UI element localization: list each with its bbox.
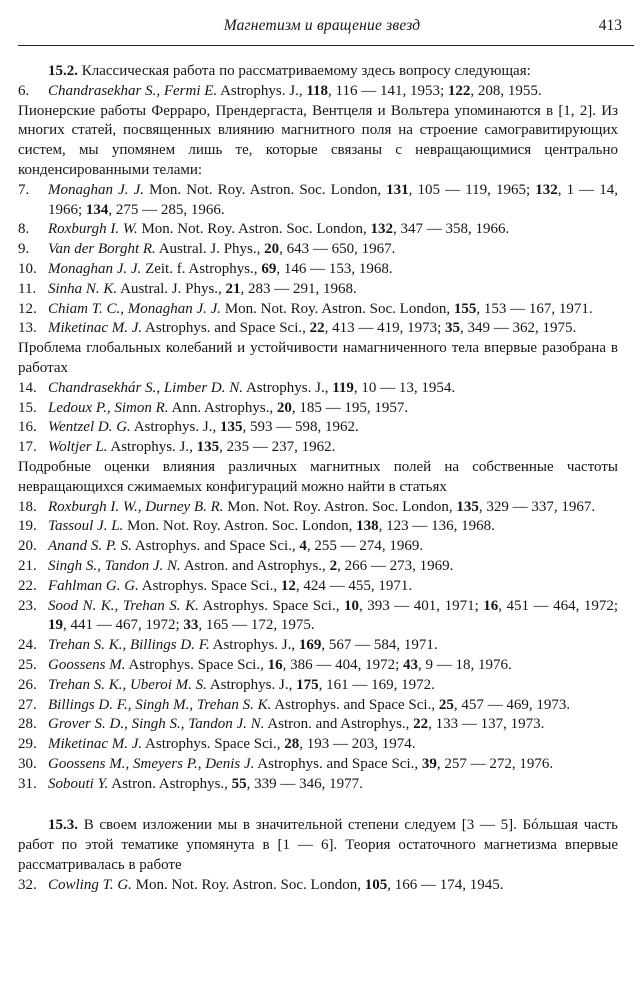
reference-pages: , 193 — 203, 1974. [299,736,416,753]
reference-number: 15. [18,399,37,416]
reference-volume: 131 [386,181,409,198]
reference-volume: 25 [438,696,454,713]
reference-pages: , 235 — 237, 1962. [219,439,336,456]
reference-pages: , 567 — 584, 1971. [321,637,438,654]
reference-pages: , 116 — 141, 1953; [328,82,448,99]
reference-volume: 10 [343,597,359,614]
reference-volume: 132 [370,221,394,238]
reference-authors: Billings D. F., Singh M., Trehan S. K. [48,696,272,713]
reference-journal: Mon. Not. Roy. Astron. Soc. London, [223,498,457,515]
reference-authors: Van der Borght R. [48,241,156,258]
reference-volume: 155 [453,300,477,317]
reference-entry [18,715,618,735]
reference-entry [18,735,618,755]
reference-pages: , 208, 1955. [470,82,542,99]
reference-journal: Astron. Astrophys., [108,775,232,792]
reference-volume: 132 [535,181,558,198]
reference-authors: Sobouti Y. [48,775,109,792]
reference-pages: , 441 — 467, 1972; [63,617,184,634]
reference-pages: , 161 — 169, 1972. [318,676,435,693]
reference-authors: Trehan S. K., Uberoi M. S. [48,676,207,693]
reference-entry [18,300,618,320]
ref-group-2 [18,181,618,339]
reference-authors: Wentzel D. G. [48,419,131,436]
reference-authors: Roxburgh I. W. [48,221,138,238]
reference-number: 21. [18,557,37,574]
reference-number: 7. [18,181,30,198]
reference-entry [18,636,618,656]
running-title: Магнетизм и вращение звезд [223,17,421,34]
section-15-3-text: В своем изложении мы в значительной степени следуем [3 — 5]. Бóльшая часть работ по этой тематике упомянута в [1 — 6]. Теория остаточного магнетизма впервые рассматривалась в работе [18,817,618,874]
reference-authors: Ledoux P., Simon R. [48,399,169,416]
reference-pages: , 9 — 18, 1976. [418,656,512,673]
reference-entry [18,280,618,300]
reference-number: 18. [18,498,37,515]
reference-pages: , 275 — 285, 1966. [108,201,225,218]
reference-authors: Goossens M., Smeyers P., Denis J. [48,755,255,772]
reference-pages: , 347 — 358, 1966. [393,221,510,238]
reference-number: 29. [18,736,37,753]
ref-group-1 [18,82,618,102]
running-header [22,17,622,39]
section-intro-text: Классическая работа по рассматриваемому здесь вопросу следующая: [81,63,531,79]
reference-number: 19. [18,518,37,535]
reference-number: 24. [18,637,37,654]
reference-authors: Tassoul J. L. [48,518,124,535]
reference-pages: , 451 — 464, 1972; [498,597,619,614]
reference-journal: Astrophys. and Space Sci., [254,755,422,772]
reference-authors: Chandrasekhar S., Fermi E. [48,82,218,99]
reference-entry [18,517,618,537]
reference-number: 8. [18,221,30,238]
reference-journal: Mon. Not. Roy. Astron. Soc. London, [221,300,454,317]
reference-authors: Anand S. P. S. [48,538,132,555]
reference-volume: 12 [280,577,296,594]
reference-authors: Trehan S. K., Billings D. F. [48,637,210,654]
reference-pages: , 643 — 650, 1967. [279,241,396,258]
reference-journal: Astrophys. J., [217,82,307,99]
reference-entry [18,755,618,775]
reference-journal: Astron. and Astrophys., [264,716,414,733]
reference-authors: Chandrasekhár S., Limber D. N. [48,379,244,396]
page-body [18,62,618,896]
ref-group-3 [18,379,618,458]
reference-entry [18,260,618,280]
reference-number: 22. [18,577,37,594]
reference-journal: Austral. J. Phys., [117,280,226,297]
reference-entry [18,220,618,240]
reference-authors: Monaghan J. J. [48,181,144,198]
reference-volume: 22 [309,320,325,337]
reference-journal: Astrophys. J., [130,419,220,436]
reference-number: 31. [18,775,37,792]
reference-entry [18,240,618,260]
reference-pages: , 153 — 167, 1971. [476,300,593,317]
reference-journal: Astrophys. Space Sci., [138,577,281,594]
reference-authors: Grover S. D., Singh S., Tandon J. N. [48,716,265,733]
reference-pages: , 105 — 119, 1965; [408,181,536,198]
reference-entry [18,676,618,696]
reference-journal: Astrophys. and Space Sci., [142,320,310,337]
reference-number: 6. [18,82,30,99]
section-15-3-intro [18,816,618,875]
reference-pages: , 185 — 195, 1957. [291,399,409,416]
reference-authors: Goossens M. [48,656,126,673]
reference-volume: 2 [329,557,338,574]
ref-group-4 [18,498,618,795]
header-rule [18,45,634,46]
reference-pages: , 329 — 337, 1967. [478,498,596,515]
reference-pages: , 255 — 274, 1969. [306,538,424,555]
reference-volume: 28 [284,736,300,753]
reference-entry [18,577,618,597]
reference-pages: , 166 — 174, 1945. [387,876,504,893]
reference-journal: Ann. Astrophys., [168,399,277,416]
reference-journal: Astrophys. and Space Sci., [131,538,300,555]
reference-authors: Miketinac M. J. [48,736,143,753]
reference-journal: Astrophys. J., [206,676,297,693]
reference-volume: 175 [296,676,319,693]
reference-journal: Astrophys. J., [243,379,333,396]
reference-authors: Fahlman G. G. [48,577,139,594]
section-number: 15.3. [48,817,78,834]
reference-pages: , 283 — 291, 1968. [240,280,357,297]
section-number: 15.2. [48,63,78,79]
reference-volume: 135 [196,439,220,456]
reference-authors: Miketinac M. J. [48,320,143,337]
reference-entry [18,438,618,458]
reference-number: 28. [18,716,37,733]
reference-volume: 16 [267,656,283,673]
reference-pages: , 349 — 362, 1975. [460,320,577,337]
reference-pages: , 266 — 273, 1969. [337,557,454,574]
reference-journal: Zeit. f. Astrophys., [141,260,262,277]
reference-authors: Cowling T. G. [48,876,132,893]
reference-entry [18,557,618,577]
reference-authors: Sinha N. K. [48,280,118,297]
reference-pages: , 123 — 136, 1968. [378,518,495,535]
reference-pages: , 146 — 153, 1968. [276,260,393,277]
reference-entry [18,696,618,716]
reference-entry [18,82,618,102]
paragraph-after-ref-13: Проблема глобальных колебаний и устойчивости намагниченного тела впервые разобрана в работах [18,340,618,376]
reference-entry [18,498,618,518]
reference-number: 25. [18,656,37,673]
reference-pages: , 386 — 404, 1972; [282,656,403,673]
reference-journal: Austral. J. Phys., [155,241,265,258]
reference-journal: Mon. Not. Roy. Astron. Soc. London, [144,181,387,198]
reference-entry [18,399,618,419]
reference-journal: Mon. Not. Roy. Astron. Soc. London, [123,518,357,535]
reference-journal: Mon. Not. Roy. Astron. Soc. London, [131,876,365,893]
reference-authors: Roxburgh I. W., Durney B. R. [48,498,224,515]
reference-volume: 105 [364,876,388,893]
reference-entry [18,876,618,896]
reference-entry [18,537,618,557]
reference-number: 17. [18,439,37,456]
reference-authors: Monaghan J. J. [48,260,142,277]
reference-number: 16. [18,419,37,436]
reference-journal: Astrophys. J., [107,439,197,456]
reference-pages: , 165 — 172, 1975. [198,617,315,634]
reference-journal: Astrophys. Space Sci., [142,736,285,753]
reference-volume: 43 [403,656,418,673]
reference-number: 27. [18,696,37,713]
reference-journal: Astrophys. and Space Sci., [271,696,439,713]
paragraph-after-ref-17: Подробные оценки влияния различных магнитных полей на собственные частоты невращающихся сжимаемых конфигураций можно найти в статьях [18,458,618,495]
reference-entry [18,379,618,399]
reference-volume: 19 [48,617,63,634]
reference-volume: 119 [332,379,354,396]
reference-volume: 33 [183,617,199,634]
reference-pages: , 1 — 14, 1966; [48,181,619,218]
reference-number: 23. [18,597,37,614]
ref-group-5 [18,876,618,896]
reference-volume: 35 [445,320,461,337]
page-number: 413 [598,17,622,34]
reference-volume: 135 [456,498,479,515]
reference-volume: 55 [231,775,247,792]
reference-authors: Singh S., Tandon J. N. [48,557,181,574]
reference-number: 14. [18,379,37,396]
reference-authors: Chiam T. C., Monaghan J. J. [48,300,222,317]
reference-volume: 134 [85,201,109,218]
reference-number: 12. [18,300,37,317]
reference-volume: 16 [483,597,499,614]
section-gap [18,794,618,816]
reference-volume: 122 [447,82,471,99]
reference-volume: 118 [306,82,329,99]
reference-entry [18,181,618,221]
reference-journal: Astrophys. J., [209,637,299,654]
reference-volume: 39 [421,755,437,772]
reference-journal: Astrophys. Space Sci., [125,656,268,673]
reference-pages: , 10 — 13, 1954. [353,379,456,396]
reference-number: 9. [18,241,30,258]
reference-number: 32. [18,876,37,893]
reference-pages: , 593 — 598, 1962. [242,419,359,436]
reference-entry [18,656,618,676]
reference-journal: Astron. and Astrophys., [180,557,330,574]
reference-pages: , 339 — 346, 1977. [246,775,363,792]
reference-journal: Mon. Not. Roy. Astron. Soc. London, [137,221,371,238]
reference-journal: Astrophys. Space Sci., [198,597,344,614]
reference-number: 10. [18,260,37,277]
reference-number: 26. [18,676,37,693]
reference-entry [18,319,618,339]
section-15-2-intro [18,62,618,82]
reference-volume: 4 [299,538,307,555]
reference-pages: , 393 — 401, 1971; [358,597,484,614]
reference-entry [18,597,618,637]
reference-number: 20. [18,538,37,555]
reference-entry [18,418,618,438]
reference-volume: 169 [298,637,322,654]
reference-volume: 138 [356,518,379,535]
reference-pages: , 424 — 455, 1971. [295,577,413,594]
reference-volume: 21 [225,280,241,297]
reference-pages: , 133 — 137, 1973. [428,716,545,733]
reference-authors: Woltjer L. [48,439,108,456]
reference-entry [18,775,618,795]
paragraph-after-ref-6: Пионерские работы Ферраро, Прендергаста, Вентцеля и Вольтера упоминаются в [1, 2]. Из многих статей, посвященных влиянию магнитного поля на строение самогравитирующих систем, мы упомянем лишь те, которые связаны с невращающимися центрально конденсированными телами: [18,102,618,178]
reference-number: 30. [18,755,37,772]
reference-volume: 22 [413,716,429,733]
reference-volume: 69 [261,260,277,277]
reference-volume: 20 [264,241,280,258]
reference-number: 13. [18,320,37,337]
reference-pages: , 413 — 419, 1973; [324,320,446,337]
reference-volume: 20 [276,399,292,416]
reference-volume: 135 [219,419,243,436]
reference-authors: Sood N. K., Trehan S. K. [48,597,199,614]
reference-pages: , 457 — 469, 1973. [453,696,571,713]
reference-pages: , 257 — 272, 1976. [436,755,554,772]
reference-number: 11. [18,280,37,297]
